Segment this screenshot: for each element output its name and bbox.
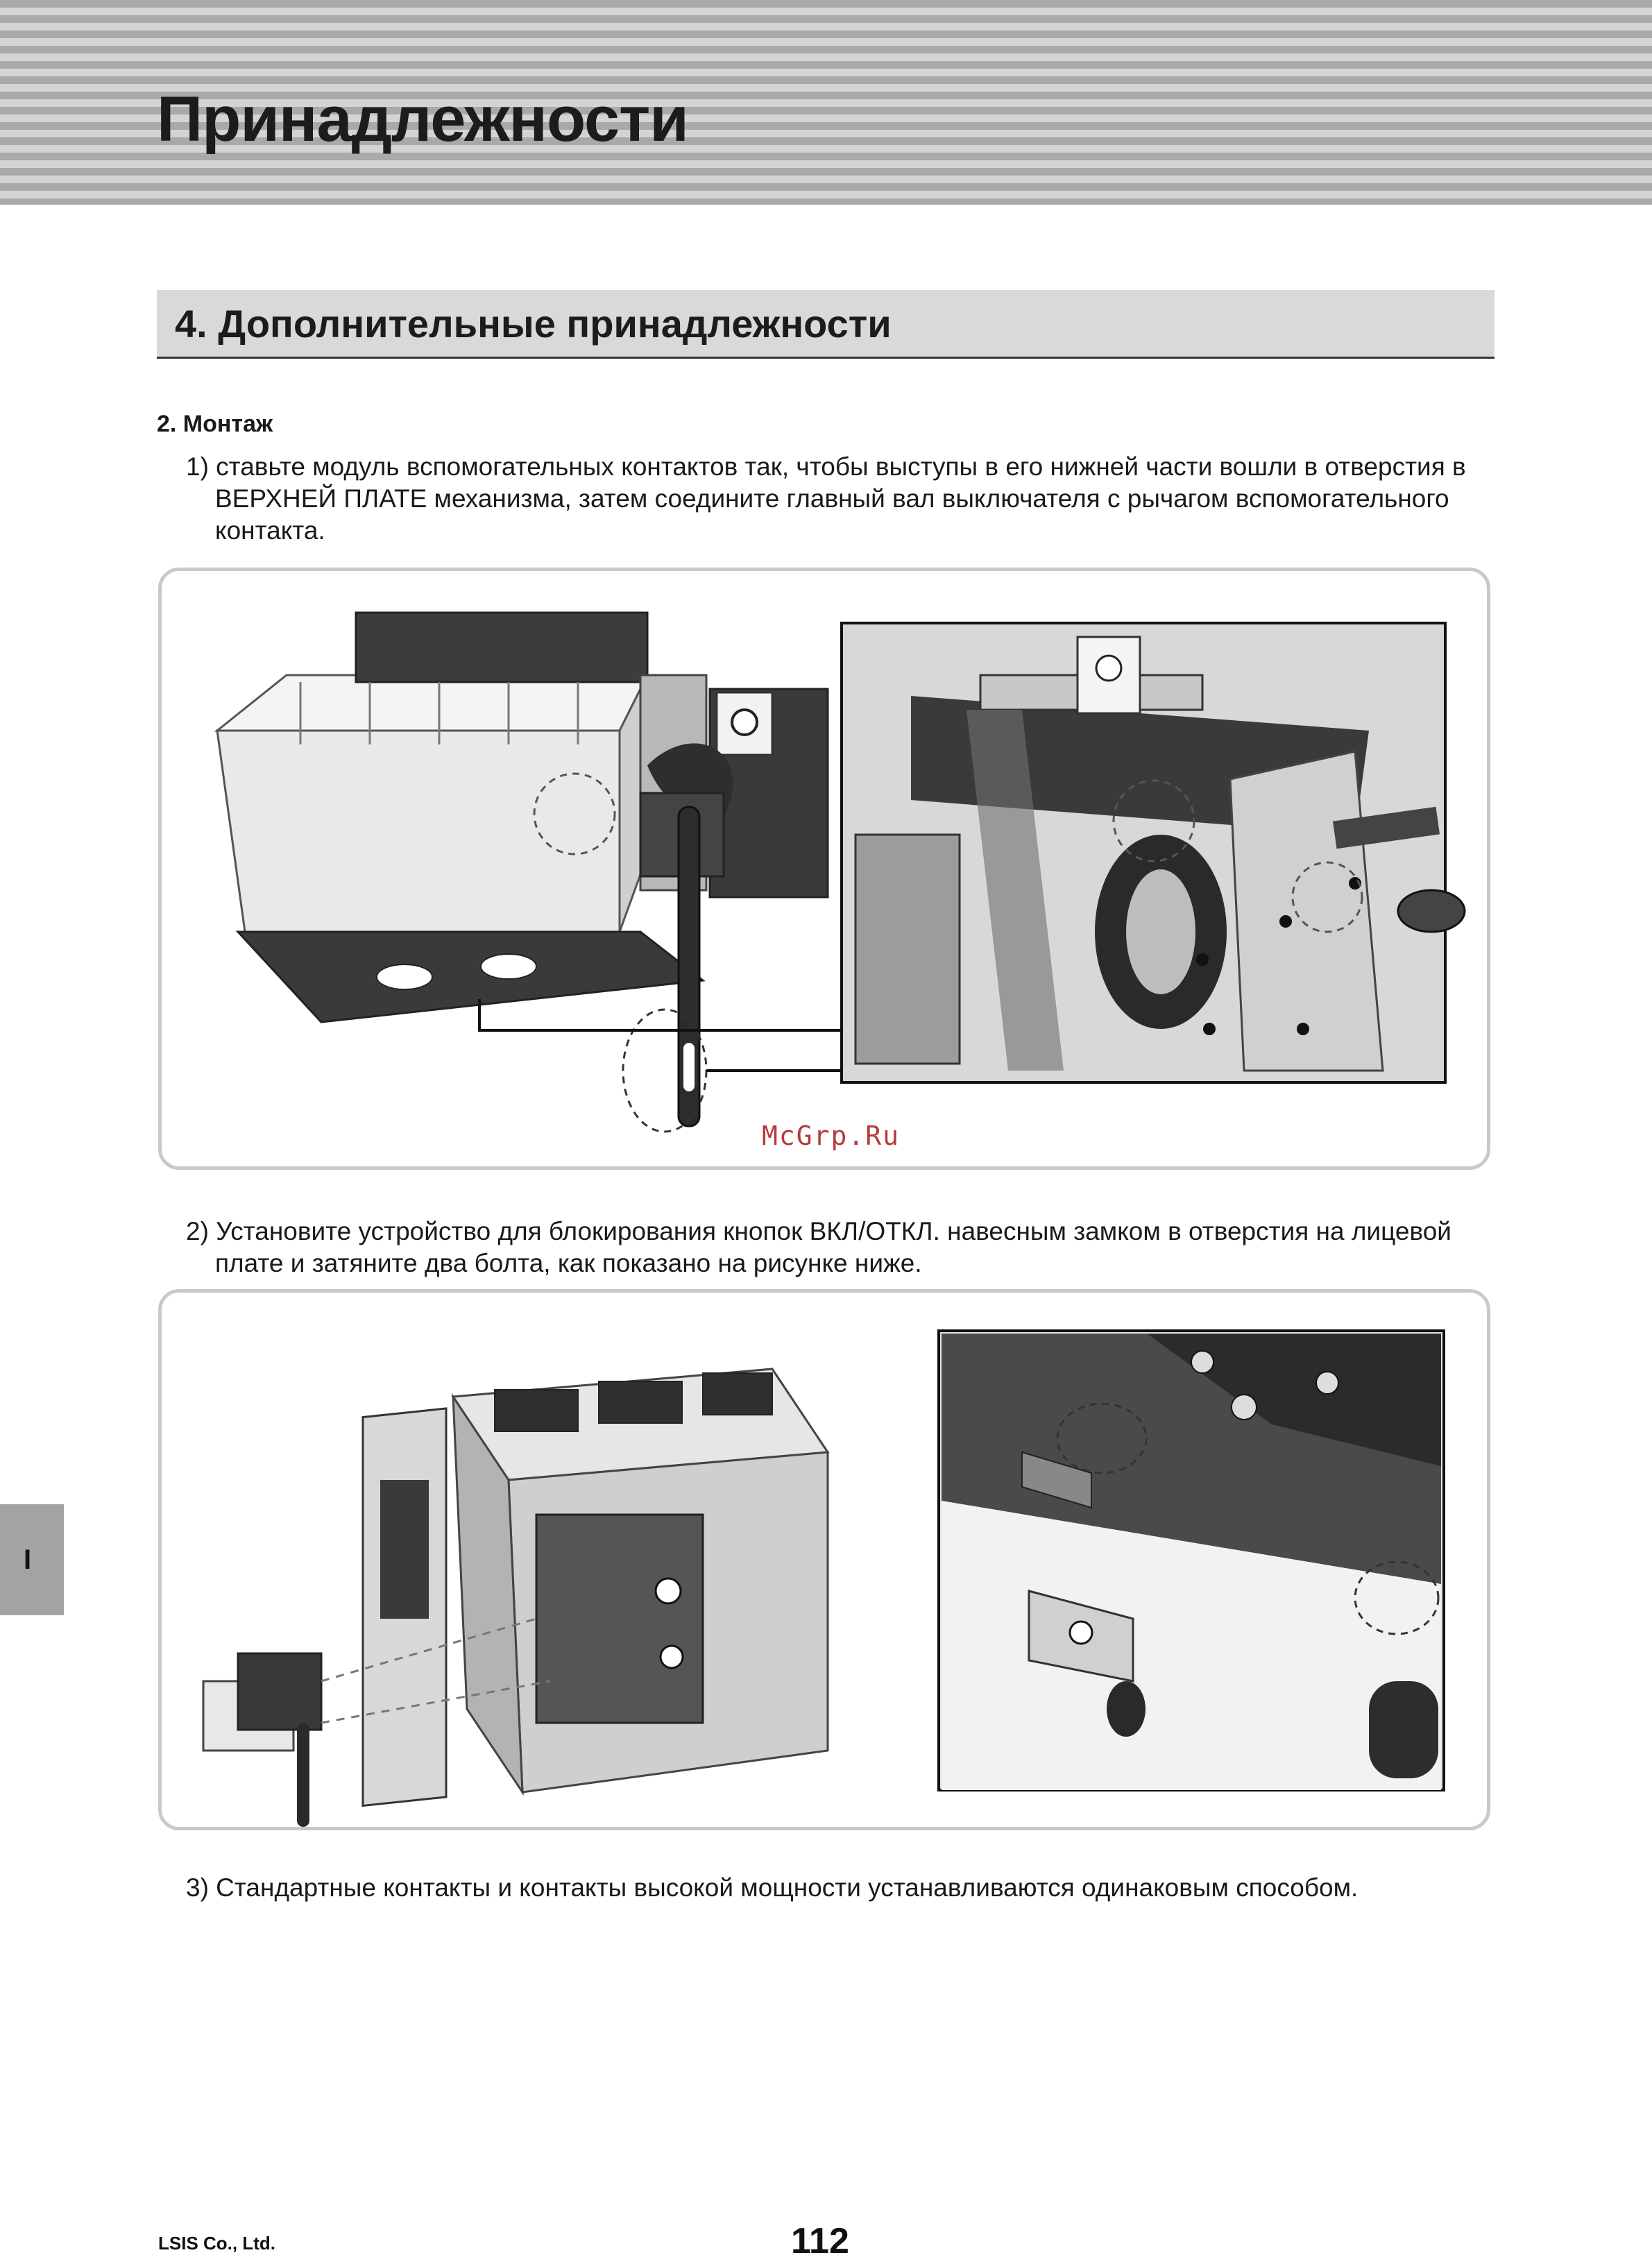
watermark-text: McGrp.Ru <box>762 1121 901 1151</box>
step-3-text: 3) Стандартные контакты и контакты высокой мощности устанавливаются одинаковым способом. <box>186 1873 1359 1902</box>
footer-company: LSIS Co., Ltd. <box>158 2233 275 2254</box>
figure-2-frame <box>158 1289 1490 1830</box>
section-title: 4. Дополнительные принадлежности <box>175 302 892 346</box>
side-tab <box>0 1504 64 1615</box>
step-1-text: 1) ставьте модуль вспомогательных контактов так, чтобы выступы в его нижней части вошли в отверстия в ВЕРХНЕЙ ПЛАТЕ механизма, затем соедините главный вал выключателя с рычагом вспомогательного контакта. <box>186 452 1466 545</box>
figure-1-illustration <box>162 571 1487 1166</box>
side-tab-label: I <box>24 1544 32 1575</box>
page-title: Принадлежности <box>157 84 688 155</box>
breaker-exploded-drawing <box>203 1369 828 1827</box>
section-header <box>157 290 1495 359</box>
figure-2-illustration <box>162 1293 1487 1827</box>
step-2-text: 2) Установите устройство для блокирования кнопок ВКЛ/ОТКЛ. навесным замком в отверстия на лицевой плате и затяните два болта, как показано на рисунке ниже. <box>186 1217 1451 1277</box>
aux-contact-module-drawing <box>217 613 828 1132</box>
faceplate-detail-drawing <box>939 1331 1444 1790</box>
aux-contact-detail-drawing <box>842 623 1465 1082</box>
subsection-title: 2. Монтаж <box>157 411 273 437</box>
page-number: 112 <box>791 2221 849 2261</box>
figure-1-frame <box>158 568 1490 1170</box>
